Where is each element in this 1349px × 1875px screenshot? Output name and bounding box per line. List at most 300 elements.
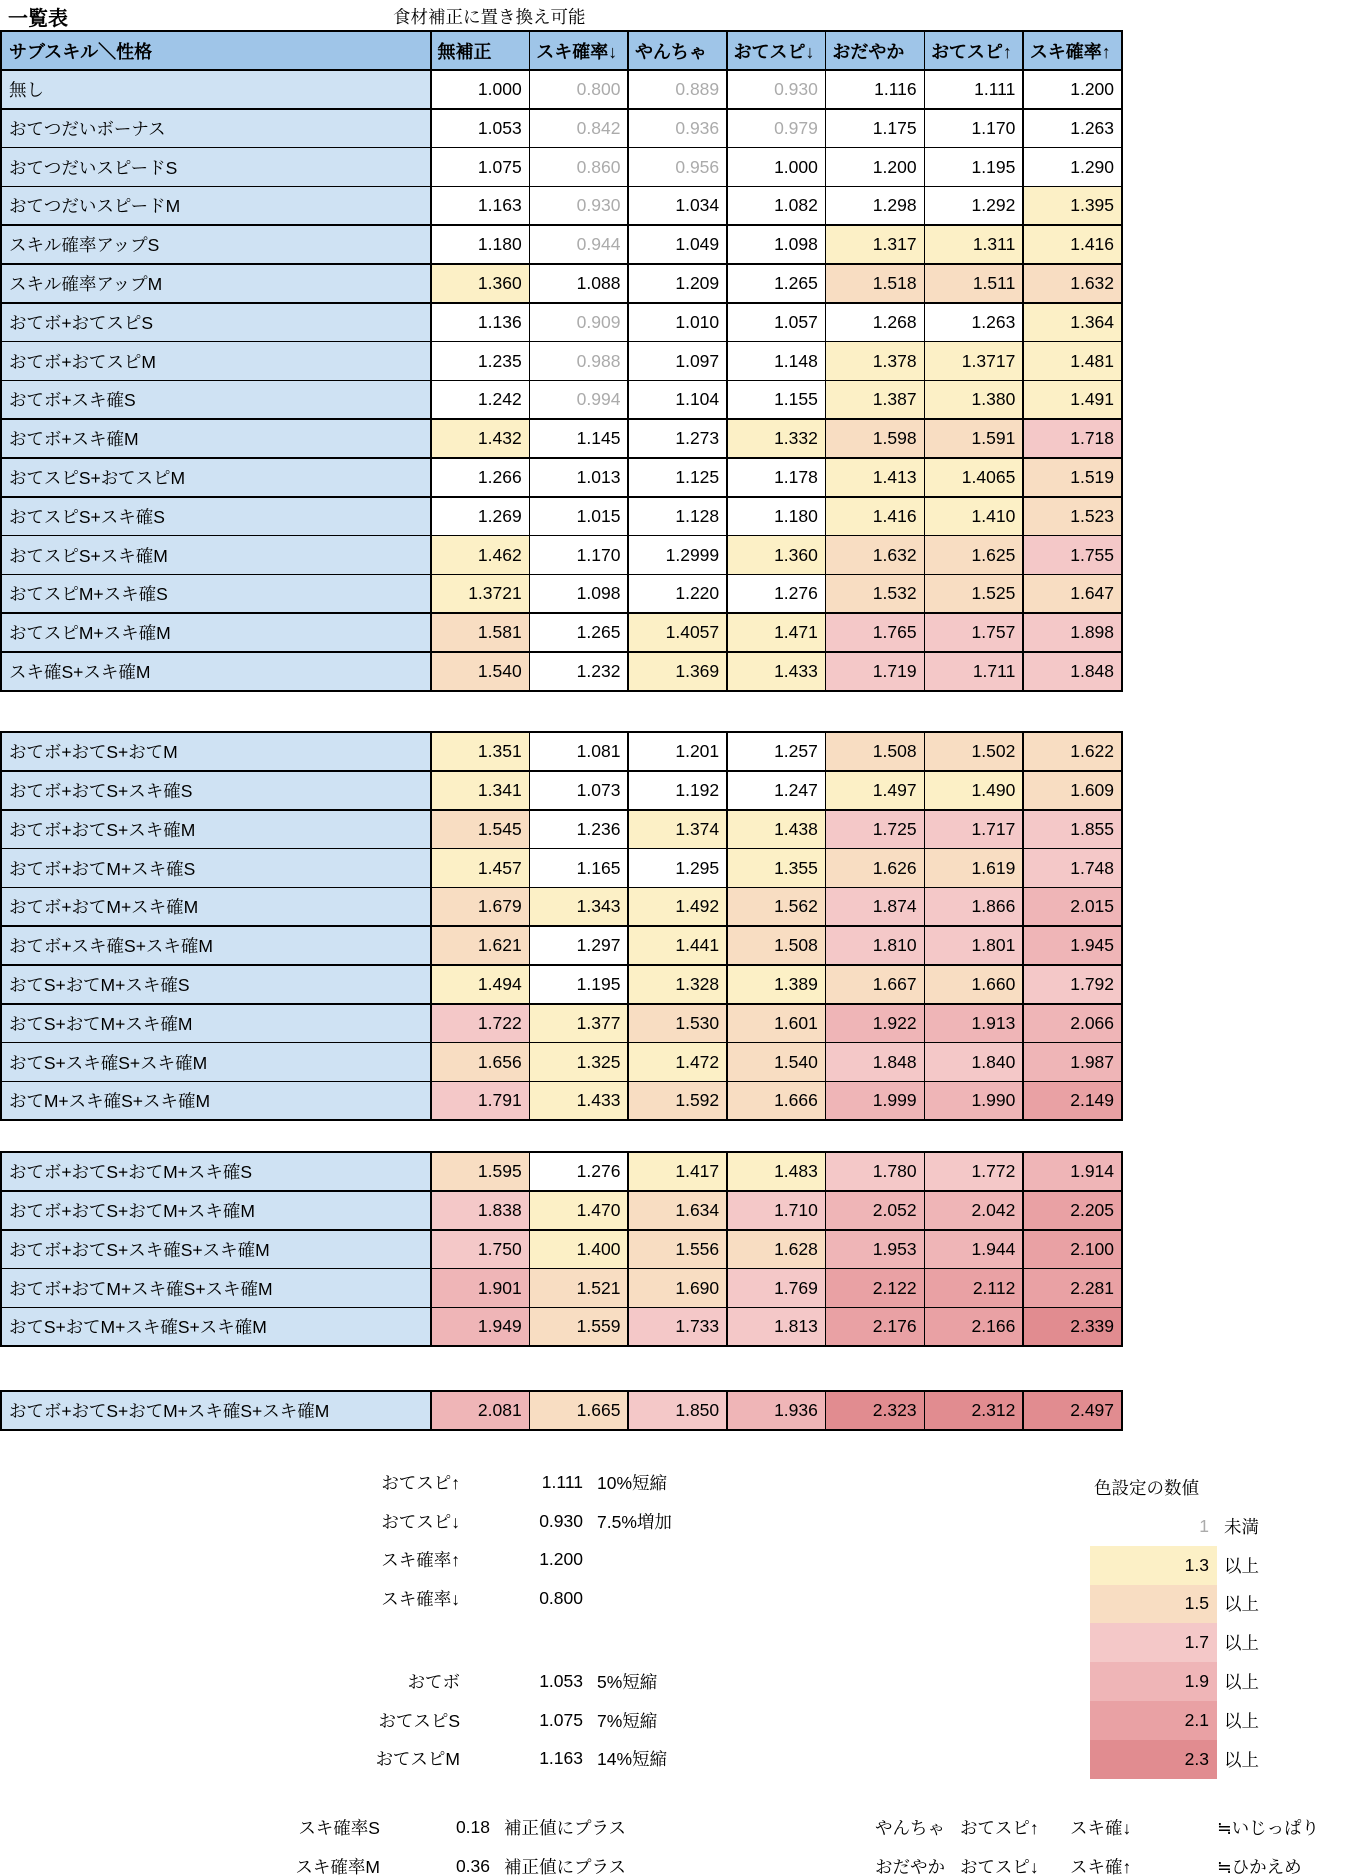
value-cell[interactable]: 0.860 — [530, 148, 627, 185]
value-cell[interactable]: 0.936 — [629, 110, 726, 147]
value-cell[interactable]: 1.015 — [530, 498, 627, 535]
value-cell[interactable]: 0.842 — [530, 110, 627, 147]
value-cell[interactable]: 2.176 — [826, 1308, 923, 1345]
value-cell[interactable]: 1.104 — [629, 381, 726, 418]
value-cell[interactable]: 1.545 — [432, 811, 529, 848]
value-cell[interactable]: 1.717 — [925, 811, 1022, 848]
value-cell[interactable]: 1.647 — [1024, 575, 1121, 612]
value-cell[interactable]: 1.780 — [826, 1153, 923, 1190]
sheet-note[interactable]: 食材補正に置き換え可能 — [393, 7, 586, 27]
value-cell[interactable]: 1.621 — [432, 927, 529, 964]
value-cell[interactable]: 1.490 — [925, 772, 1022, 809]
value-cell[interactable]: 1.082 — [728, 187, 825, 224]
value-cell[interactable]: 1.325 — [530, 1043, 627, 1080]
subskill-modifier-row-label[interactable]: おてスピM — [375, 1749, 460, 1770]
value-cell[interactable]: 1.298 — [826, 187, 923, 224]
color-scale-label[interactable]: 以上 — [1224, 1594, 1259, 1615]
value-cell[interactable]: 1.410 — [925, 498, 1022, 535]
nature-modifier-row-label[interactable]: スキ確率↑ — [381, 1550, 460, 1571]
value-cell[interactable]: 1.232 — [530, 653, 627, 690]
value-cell[interactable]: 1.491 — [1024, 381, 1121, 418]
row-label-cell[interactable]: おてスピS+スキ確S — [2, 498, 430, 535]
row-label-cell[interactable]: おてボ+おてS+スキ確S — [2, 772, 430, 809]
value-cell[interactable]: 1.540 — [432, 653, 529, 690]
row-label-cell[interactable]: おてスピM+スキ確S — [2, 575, 430, 612]
value-cell[interactable]: 2.281 — [1024, 1269, 1121, 1306]
value-cell[interactable]: 1.601 — [728, 1005, 825, 1042]
value-cell[interactable]: 1.632 — [826, 536, 923, 573]
value-cell[interactable]: 1.595 — [432, 1153, 529, 1190]
value-cell[interactable]: 1.263 — [925, 304, 1022, 341]
value-cell[interactable]: 1.581 — [432, 614, 529, 651]
value-cell[interactable]: 1.914 — [1024, 1153, 1121, 1190]
value-cell[interactable]: 1.145 — [530, 420, 627, 457]
row-label-cell[interactable]: おてボ+おてS+おてM+スキ確M — [2, 1192, 430, 1229]
value-cell[interactable]: 1.377 — [530, 1005, 627, 1042]
value-cell[interactable]: 1.898 — [1024, 614, 1121, 651]
color-swatch[interactable]: 1.5 — [1090, 1585, 1217, 1624]
subskill-modifier-row-desc[interactable]: 7%短縮 — [597, 1710, 658, 1731]
value-cell[interactable]: 1.416 — [826, 498, 923, 535]
nature-modifier-row-value[interactable]: 0.800 — [539, 1588, 583, 1609]
value-cell[interactable]: 0.994 — [530, 381, 627, 418]
subskill-modifier-row-desc[interactable]: 5%短縮 — [597, 1671, 658, 1692]
value-cell[interactable]: 1.276 — [530, 1153, 627, 1190]
value-cell[interactable]: 1.389 — [728, 966, 825, 1003]
subskill-modifier-row-value[interactable]: 1.053 — [539, 1670, 583, 1691]
value-cell[interactable]: 0.956 — [629, 148, 726, 185]
column-header-cell[interactable]: スキ確率↓ — [530, 32, 627, 69]
value-cell[interactable]: 1.220 — [629, 575, 726, 612]
color-scale-title[interactable]: 色設定の数値 — [1094, 1478, 1199, 1498]
nature-modifier-row-value[interactable]: 1.200 — [539, 1549, 583, 1570]
row-label-cell[interactable]: スキ確S+スキ確M — [2, 653, 430, 690]
value-cell[interactable]: 1.494 — [432, 966, 529, 1003]
value-cell[interactable]: 1.592 — [629, 1082, 726, 1119]
value-cell[interactable]: 1.000 — [728, 148, 825, 185]
sheet-title[interactable]: 一覧表 — [8, 8, 68, 30]
value-cell[interactable]: 1.235 — [432, 342, 529, 379]
value-cell[interactable]: 1.380 — [925, 381, 1022, 418]
value-cell[interactable]: 1.098 — [728, 226, 825, 263]
value-cell[interactable]: 1.136 — [432, 304, 529, 341]
row-label-cell[interactable]: おてボ+スキ確M — [2, 420, 430, 457]
row-label-cell[interactable]: おてボ+おてS+スキ確S+スキ確M — [2, 1231, 430, 1268]
row-label-cell[interactable]: おてボ+おてS+おてM — [2, 733, 430, 770]
value-cell[interactable]: 1.097 — [629, 342, 726, 379]
value-cell[interactable]: 1.328 — [629, 966, 726, 1003]
value-cell[interactable]: 1.632 — [1024, 265, 1121, 302]
value-cell[interactable]: 1.098 — [530, 575, 627, 612]
color-swatch[interactable]: 1.3 — [1090, 1546, 1217, 1585]
nature-effect-1[interactable]: おてスピ↓ — [960, 1856, 1039, 1875]
value-cell[interactable]: 1.128 — [629, 498, 726, 535]
value-cell[interactable]: 1.433 — [728, 653, 825, 690]
row-label-cell[interactable]: おてボ+スキ確S+スキ確M — [2, 927, 430, 964]
value-cell[interactable]: 1.276 — [728, 575, 825, 612]
row-label-cell[interactable]: スキル確率アップS — [2, 226, 430, 263]
value-cell[interactable]: 1.265 — [530, 614, 627, 651]
row-label-cell[interactable]: おてボ+おてM+スキ確M — [2, 888, 430, 925]
value-cell[interactable]: 1.416 — [1024, 226, 1121, 263]
value-cell[interactable]: 1.679 — [432, 888, 529, 925]
subskill-modifier-row-label[interactable]: おてスピS — [378, 1710, 460, 1731]
value-cell[interactable]: 1.497 — [826, 772, 923, 809]
value-cell[interactable]: 1.559 — [530, 1308, 627, 1345]
color-scale-label[interactable]: 以上 — [1224, 1672, 1259, 1693]
value-cell[interactable]: 1.2999 — [629, 536, 726, 573]
value-cell[interactable]: 0.944 — [530, 226, 627, 263]
nature-name[interactable]: やんちゃ — [875, 1817, 945, 1838]
value-cell[interactable]: 2.166 — [925, 1308, 1022, 1345]
value-cell[interactable]: 1.317 — [826, 226, 923, 263]
skill-rate-addition-row-desc[interactable]: 補正値にプラス — [504, 1817, 626, 1838]
value-cell[interactable]: 1.591 — [925, 420, 1022, 457]
row-label-cell[interactable]: おてS+スキ確S+スキ確M — [2, 1043, 430, 1080]
value-cell[interactable]: 1.266 — [432, 459, 529, 496]
value-cell[interactable]: 1.936 — [728, 1392, 825, 1429]
row-label-cell[interactable]: おてボ+おてスピM — [2, 342, 430, 379]
value-cell[interactable]: 1.049 — [629, 226, 726, 263]
value-cell[interactable]: 1.432 — [432, 420, 529, 457]
value-cell[interactable]: 1.295 — [629, 849, 726, 886]
value-cell[interactable]: 1.492 — [629, 888, 726, 925]
color-swatch[interactable]: 1.7 — [1090, 1623, 1217, 1662]
value-cell[interactable]: 1.945 — [1024, 927, 1121, 964]
value-cell[interactable]: 2.122 — [826, 1269, 923, 1306]
value-cell[interactable]: 0.909 — [530, 304, 627, 341]
value-cell[interactable]: 1.901 — [432, 1269, 529, 1306]
value-cell[interactable]: 1.374 — [629, 811, 726, 848]
row-label-cell[interactable]: おてボ+おてS+スキ確M — [2, 811, 430, 848]
nature-modifier-row-value[interactable]: 0.930 — [539, 1510, 583, 1531]
value-cell[interactable]: 1.801 — [925, 927, 1022, 964]
value-cell[interactable]: 1.532 — [826, 575, 923, 612]
value-cell[interactable]: 1.257 — [728, 733, 825, 770]
value-cell[interactable]: 1.810 — [826, 927, 923, 964]
value-cell[interactable]: 1.180 — [728, 498, 825, 535]
value-cell[interactable]: 1.073 — [530, 772, 627, 809]
value-cell[interactable]: 1.791 — [432, 1082, 529, 1119]
value-cell[interactable]: 1.192 — [629, 772, 726, 809]
value-cell[interactable]: 1.525 — [925, 575, 1022, 612]
value-cell[interactable]: 0.889 — [629, 71, 726, 108]
value-cell[interactable]: 1.772 — [925, 1153, 1022, 1190]
value-cell[interactable]: 1.3717 — [925, 342, 1022, 379]
color-scale-label[interactable]: 以上 — [1224, 1633, 1259, 1654]
value-cell[interactable]: 1.609 — [1024, 772, 1121, 809]
nature-modifier-row-value[interactable]: 1.111 — [541, 1471, 583, 1492]
value-cell[interactable]: 1.013 — [530, 459, 627, 496]
nature-name[interactable]: おだやか — [875, 1856, 945, 1875]
value-cell[interactable]: 1.125 — [629, 459, 726, 496]
value-cell[interactable]: 1.813 — [728, 1308, 825, 1345]
value-cell[interactable]: 1.355 — [728, 849, 825, 886]
subskill-modifier-row-value[interactable]: 1.163 — [539, 1748, 583, 1769]
value-cell[interactable]: 1.4057 — [629, 614, 726, 651]
value-cell[interactable]: 2.323 — [826, 1392, 923, 1429]
value-cell[interactable]: 1.470 — [530, 1192, 627, 1229]
value-cell[interactable]: 0.988 — [530, 342, 627, 379]
column-header-cell[interactable]: おてスピ↑ — [925, 32, 1022, 69]
nature-approx-equivalent[interactable]: ≒ひかえめ — [1217, 1856, 1302, 1875]
nature-modifier-row-label[interactable]: おてスピ↓ — [381, 1511, 460, 1532]
value-cell[interactable]: 2.497 — [1024, 1392, 1121, 1429]
skill-rate-addition-row-value[interactable]: 0.18 — [455, 1816, 490, 1837]
color-swatch[interactable]: 1 — [1199, 1515, 1209, 1536]
row-label-cell[interactable]: おてつだいスピードS — [2, 148, 430, 185]
value-cell[interactable]: 1.634 — [629, 1192, 726, 1229]
value-cell[interactable]: 0.930 — [728, 71, 825, 108]
value-cell[interactable]: 1.949 — [432, 1308, 529, 1345]
value-cell[interactable]: 2.066 — [1024, 1005, 1121, 1042]
skill-rate-addition-row-desc[interactable]: 補正値にプラス — [504, 1856, 626, 1875]
value-cell[interactable]: 1.711 — [925, 653, 1022, 690]
value-cell[interactable]: 1.626 — [826, 849, 923, 886]
subskill-modifier-row-label[interactable]: おてボ — [407, 1671, 460, 1692]
color-swatch[interactable]: 2.3 — [1090, 1740, 1217, 1779]
value-cell[interactable]: 1.395 — [1024, 187, 1121, 224]
value-cell[interactable]: 1.840 — [925, 1043, 1022, 1080]
nature-modifier-row-label[interactable]: おてスピ↑ — [381, 1472, 460, 1493]
value-cell[interactable]: 1.625 — [925, 536, 1022, 573]
value-cell[interactable]: 1.508 — [826, 733, 923, 770]
value-cell[interactable]: 2.339 — [1024, 1308, 1121, 1345]
value-cell[interactable]: 1.200 — [826, 148, 923, 185]
value-cell[interactable]: 1.438 — [728, 811, 825, 848]
value-cell[interactable]: 1.757 — [925, 614, 1022, 651]
value-cell[interactable]: 1.462 — [432, 536, 529, 573]
color-swatch[interactable]: 1.9 — [1090, 1662, 1217, 1701]
value-cell[interactable]: 1.170 — [925, 110, 1022, 147]
value-cell[interactable]: 1.332 — [728, 420, 825, 457]
value-cell[interactable]: 1.913 — [925, 1005, 1022, 1042]
value-cell[interactable]: 2.112 — [925, 1269, 1022, 1306]
value-cell[interactable]: 1.471 — [728, 614, 825, 651]
value-cell[interactable]: 1.866 — [925, 888, 1022, 925]
color-swatch[interactable]: 2.1 — [1090, 1701, 1217, 1740]
value-cell[interactable]: 1.481 — [1024, 342, 1121, 379]
value-cell[interactable]: 1.343 — [530, 888, 627, 925]
value-cell[interactable]: 0.800 — [530, 71, 627, 108]
value-cell[interactable]: 2.205 — [1024, 1192, 1121, 1229]
color-scale-label[interactable]: 以上 — [1224, 1749, 1259, 1770]
value-cell[interactable]: 1.351 — [432, 733, 529, 770]
value-cell[interactable]: 1.242 — [432, 381, 529, 418]
value-cell[interactable]: 1.053 — [432, 110, 529, 147]
nature-effect-1[interactable]: おてスピ↑ — [960, 1817, 1039, 1838]
value-cell[interactable]: 1.170 — [530, 536, 627, 573]
value-cell[interactable]: 1.297 — [530, 927, 627, 964]
row-label-cell[interactable]: おてボ+おてS+おてM+スキ確S — [2, 1153, 430, 1190]
value-cell[interactable]: 1.387 — [826, 381, 923, 418]
value-cell[interactable]: 1.999 — [826, 1082, 923, 1119]
value-cell[interactable]: 1.369 — [629, 653, 726, 690]
value-cell[interactable]: 1.518 — [826, 265, 923, 302]
value-cell[interactable]: 1.530 — [629, 1005, 726, 1042]
value-cell[interactable]: 2.052 — [826, 1192, 923, 1229]
value-cell[interactable]: 1.010 — [629, 304, 726, 341]
value-cell[interactable]: 1.855 — [1024, 811, 1121, 848]
value-cell[interactable]: 1.622 — [1024, 733, 1121, 770]
value-cell[interactable]: 1.792 — [1024, 966, 1121, 1003]
value-cell[interactable]: 1.400 — [530, 1231, 627, 1268]
value-cell[interactable]: 1.148 — [728, 342, 825, 379]
color-scale-label[interactable]: 未満 — [1224, 1516, 1259, 1537]
value-cell[interactable]: 1.4065 — [925, 459, 1022, 496]
column-header-cell[interactable]: 無補正 — [432, 32, 529, 69]
value-cell[interactable]: 1.413 — [826, 459, 923, 496]
value-cell[interactable]: 1.209 — [629, 265, 726, 302]
value-cell[interactable]: 1.175 — [826, 110, 923, 147]
value-cell[interactable]: 1.360 — [728, 536, 825, 573]
row-label-cell[interactable]: おてボ+おてスピS — [2, 304, 430, 341]
value-cell[interactable]: 1.508 — [728, 927, 825, 964]
value-cell[interactable]: 1.263 — [1024, 110, 1121, 147]
value-cell[interactable]: 1.722 — [432, 1005, 529, 1042]
row-label-cell[interactable]: おてS+おてM+スキ確S+スキ確M — [2, 1308, 430, 1345]
value-cell[interactable]: 1.502 — [925, 733, 1022, 770]
value-cell[interactable]: 1.247 — [728, 772, 825, 809]
value-cell[interactable]: 1.725 — [826, 811, 923, 848]
skill-rate-addition-row-label[interactable]: スキ確率S — [298, 1817, 380, 1838]
row-label-cell[interactable]: おてM+スキ確S+スキ確M — [2, 1082, 430, 1119]
value-cell[interactable]: 1.838 — [432, 1192, 529, 1229]
value-cell[interactable]: 1.750 — [432, 1231, 529, 1268]
value-cell[interactable]: 1.848 — [1024, 653, 1121, 690]
value-cell[interactable]: 1.472 — [629, 1043, 726, 1080]
value-cell[interactable]: 1.360 — [432, 265, 529, 302]
value-cell[interactable]: 1.441 — [629, 927, 726, 964]
value-cell[interactable]: 1.953 — [826, 1231, 923, 1268]
row-label-cell[interactable]: おてつだいボーナス — [2, 110, 430, 147]
value-cell[interactable]: 2.100 — [1024, 1231, 1121, 1268]
skill-rate-addition-row-label[interactable]: スキ確率M — [295, 1856, 380, 1875]
value-cell[interactable]: 1.556 — [629, 1231, 726, 1268]
column-header-cell[interactable]: やんちゃ — [629, 32, 726, 69]
value-cell[interactable]: 0.979 — [728, 110, 825, 147]
value-cell[interactable]: 1.088 — [530, 265, 627, 302]
row-label-cell[interactable]: おてスピS+おてスピM — [2, 459, 430, 496]
row-label-cell[interactable]: 無し — [2, 71, 430, 108]
value-cell[interactable]: 1.292 — [925, 187, 1022, 224]
value-cell[interactable]: 1.111 — [925, 71, 1022, 108]
value-cell[interactable]: 1.519 — [1024, 459, 1121, 496]
row-label-cell[interactable]: おてスピS+スキ確M — [2, 536, 430, 573]
value-cell[interactable]: 1.769 — [728, 1269, 825, 1306]
value-cell[interactable]: 1.034 — [629, 187, 726, 224]
value-cell[interactable]: 1.990 — [925, 1082, 1022, 1119]
column-header-cell[interactable]: おだやか — [826, 32, 923, 69]
value-cell[interactable]: 2.312 — [925, 1392, 1022, 1429]
column-header-cell[interactable]: おてスピ↓ — [728, 32, 825, 69]
value-cell[interactable]: 2.149 — [1024, 1082, 1121, 1119]
value-cell[interactable]: 1.540 — [728, 1043, 825, 1080]
value-cell[interactable]: 1.755 — [1024, 536, 1121, 573]
value-cell[interactable]: 1.733 — [629, 1308, 726, 1345]
value-cell[interactable]: 1.660 — [925, 966, 1022, 1003]
value-cell[interactable]: 1.265 — [728, 265, 825, 302]
value-cell[interactable]: 1.341 — [432, 772, 529, 809]
subskill-modifier-row-value[interactable]: 1.075 — [539, 1709, 583, 1730]
value-cell[interactable]: 0.930 — [530, 187, 627, 224]
value-cell[interactable]: 1.562 — [728, 888, 825, 925]
value-cell[interactable]: 1.710 — [728, 1192, 825, 1229]
color-scale-label[interactable]: 以上 — [1224, 1555, 1259, 1576]
value-cell[interactable]: 1.922 — [826, 1005, 923, 1042]
value-cell[interactable]: 1.656 — [432, 1043, 529, 1080]
nature-approx-equivalent[interactable]: ≒いじっぱり — [1217, 1817, 1320, 1838]
value-cell[interactable]: 1.165 — [530, 849, 627, 886]
value-cell[interactable]: 1.483 — [728, 1153, 825, 1190]
value-cell[interactable]: 1.417 — [629, 1153, 726, 1190]
row-label-cell[interactable]: おてS+おてM+スキ確M — [2, 1005, 430, 1042]
row-label-cell[interactable]: おてS+おてM+スキ確S — [2, 966, 430, 1003]
value-cell[interactable]: 1.163 — [432, 187, 529, 224]
value-cell[interactable]: 2.042 — [925, 1192, 1022, 1229]
column-header-cell[interactable]: サブスキル＼性格 — [2, 32, 430, 69]
value-cell[interactable]: 1.269 — [432, 498, 529, 535]
value-cell[interactable]: 2.015 — [1024, 888, 1121, 925]
value-cell[interactable]: 1.523 — [1024, 498, 1121, 535]
column-header-cell[interactable]: スキ確率↑ — [1024, 32, 1121, 69]
value-cell[interactable]: 1.201 — [629, 733, 726, 770]
value-cell[interactable]: 1.311 — [925, 226, 1022, 263]
value-cell[interactable]: 1.236 — [530, 811, 627, 848]
row-label-cell[interactable]: おてつだいスピードM — [2, 187, 430, 224]
value-cell[interactable]: 1.598 — [826, 420, 923, 457]
value-cell[interactable]: 2.081 — [432, 1392, 529, 1429]
value-cell[interactable]: 1.195 — [925, 148, 1022, 185]
value-cell[interactable]: 1.200 — [1024, 71, 1121, 108]
value-cell[interactable]: 1.511 — [925, 265, 1022, 302]
value-cell[interactable]: 1.273 — [629, 420, 726, 457]
color-scale-label[interactable]: 以上 — [1224, 1710, 1259, 1731]
row-label-cell[interactable]: おてボ+おてS+おてM+スキ確S+スキ確M — [2, 1392, 430, 1429]
value-cell[interactable]: 1.155 — [728, 381, 825, 418]
row-label-cell[interactable]: おてボ+おてM+スキ確S+スキ確M — [2, 1269, 430, 1306]
value-cell[interactable]: 1.180 — [432, 226, 529, 263]
nature-modifier-row-desc[interactable]: 7.5%増加 — [597, 1511, 672, 1532]
value-cell[interactable]: 1.057 — [728, 304, 825, 341]
value-cell[interactable]: 1.874 — [826, 888, 923, 925]
value-cell[interactable]: 1.268 — [826, 304, 923, 341]
value-cell[interactable]: 1.667 — [826, 966, 923, 1003]
nature-effect-2[interactable]: スキ確↑ — [1070, 1856, 1132, 1875]
value-cell[interactable]: 1.000 — [432, 71, 529, 108]
value-cell[interactable]: 1.748 — [1024, 849, 1121, 886]
value-cell[interactable]: 1.075 — [432, 148, 529, 185]
value-cell[interactable]: 1.944 — [925, 1231, 1022, 1268]
row-label-cell[interactable]: おてボ+スキ確S — [2, 381, 430, 418]
value-cell[interactable]: 1.178 — [728, 459, 825, 496]
value-cell[interactable]: 1.433 — [530, 1082, 627, 1119]
value-cell[interactable]: 1.690 — [629, 1269, 726, 1306]
value-cell[interactable]: 1.987 — [1024, 1043, 1121, 1080]
value-cell[interactable]: 1.457 — [432, 849, 529, 886]
subskill-modifier-row-desc[interactable]: 14%短縮 — [597, 1749, 668, 1770]
value-cell[interactable]: 1.628 — [728, 1231, 825, 1268]
value-cell[interactable]: 1.521 — [530, 1269, 627, 1306]
skill-rate-addition-row-value[interactable]: 0.36 — [455, 1855, 490, 1875]
value-cell[interactable]: 1.848 — [826, 1043, 923, 1080]
value-cell[interactable]: 1.3721 — [432, 575, 529, 612]
value-cell[interactable]: 1.195 — [530, 966, 627, 1003]
value-cell[interactable]: 1.619 — [925, 849, 1022, 886]
value-cell[interactable]: 1.665 — [530, 1392, 627, 1429]
value-cell[interactable]: 1.378 — [826, 342, 923, 379]
nature-effect-2[interactable]: スキ確↓ — [1070, 1817, 1132, 1838]
